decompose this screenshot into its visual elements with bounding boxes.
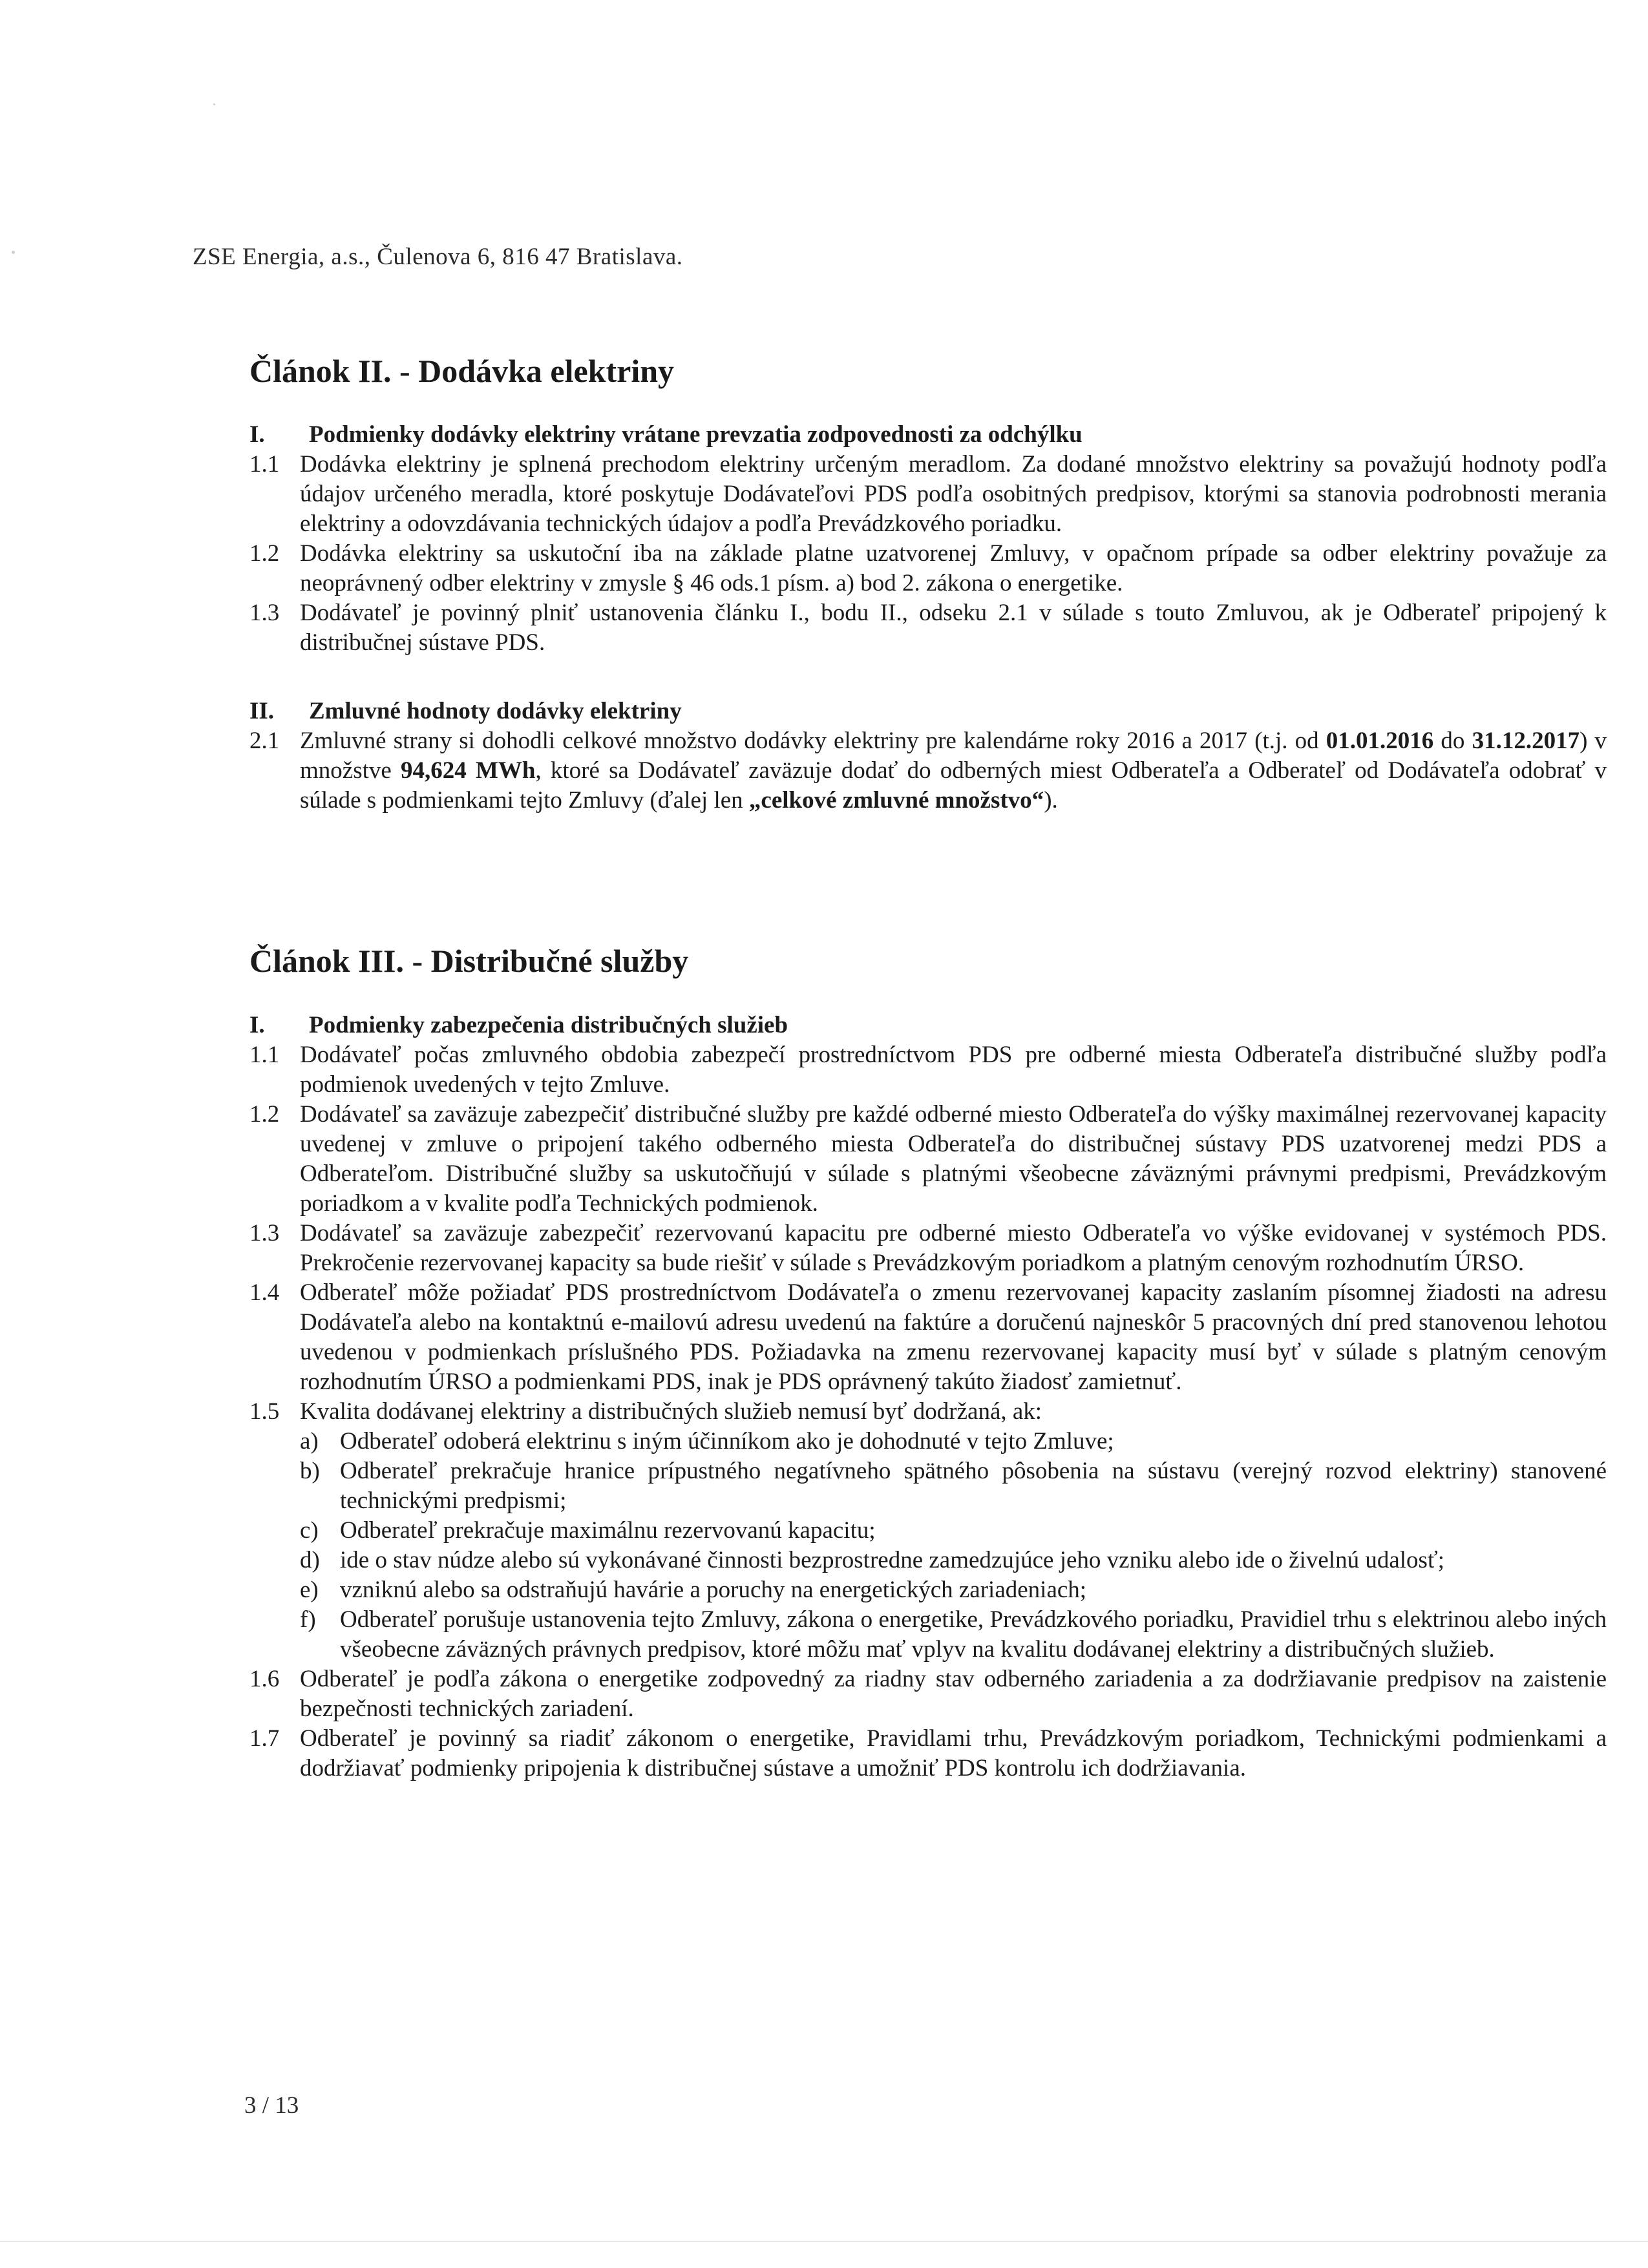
clause [249,598,1607,658]
clause-number: 1.7 [249,1725,280,1752]
clause-number: 1.6 [249,1666,280,1692]
clause-text [300,1397,1607,1664]
clause-number: 1.4 [249,1279,280,1306]
clause-intro: Kvalita dodávanej elektriny a distribučných služieb nemusí byť dodržaná, ak: [300,1398,1042,1425]
article-3-title: Článok III. - Distribučné služby [249,943,689,979]
clause-text: Odberateľ môže požiadať PDS prostredníctvom Dodávateľa o zmenu rezervovanej kapacity zaslaním písomnej žiadosti na adresu Dodávateľa alebo na kontaktnú e-mailovú adresu uvedenú na faktúre a doručenú najneskôr 5 pracovných dní pred stanovenou lehotou uvedenou v podmienkach príslušného PDS. Požiadavka na zmenu rezervovanej kapacity musí byť v súlade s platným cenovým rozhodnutím ÚRSO a podmienkami PDS, inak je PDS oprávnený takúto žiadosť zamietnuť. [300,1279,1607,1395]
list-item [300,1575,1607,1605]
clause [249,1100,1607,1219]
clause-number: 1.3 [249,1220,280,1246]
clause-text: Dodávateľ je povinný plniť ustanovenia článku I., bodu II., odseku 2.1 v súlade s touto Zmluvou, ak je Odberateľ pripojený k distribučnej sústave PDS. [300,600,1607,656]
condition-list [300,1427,1607,1664]
contract-amount: 94,624 MWh [401,757,536,784]
clause-text-part: ) v množstve [300,728,1607,784]
clause-number: 1.2 [249,1101,280,1128]
list-letter: b) [300,1458,320,1484]
list-letter: e) [300,1577,319,1603]
list-item [300,1456,1607,1516]
clause-number: 1.5 [249,1398,280,1425]
list-letter: c) [300,1517,319,1544]
article-2-title: Článok II. - Dodávka elektriny [249,353,675,389]
clause-number: 1.1 [249,1042,280,1068]
list-text: Odberateľ porušuje ustanovenia tejto Zmluvy, zákona o energetike, Prevádzkového poriadku, Pravidiel trhu s elektrinou alebo iných všeobecne záväzných právnych predpisov, ktoré môžu mať vplyv na kvalitu dodávanej elektriny a distribučných služieb. [340,1606,1607,1663]
clause [249,1724,1607,1783]
list-item [300,1546,1607,1575]
clause-text [300,726,1607,815]
list-text: ide o stav núdze alebo sú vykonávané činnosti bezprostredne zamedzujúce jeho vzniku alebo ide o živelnú udalosť; [340,1547,1445,1573]
clause-text: Dodávateľ počas zmluvného obdobia zabezpečí prostredníctvom PDS pre odberné miesta Odberateľa distribučné služby podľa podmienok uvedených v tejto Zmluve. [300,1042,1607,1098]
clause [249,1040,1607,1100]
clause [249,450,1607,539]
clause-text-part: , ktoré sa Dodávateľ zaväzuje dodať do odberných miest Odberateľa a Odberateľ od Dodávateľa odobrať v súlade s podmienkami tejto Zmluvy (ďalej len [300,757,1607,814]
date-to: 31.12.2017 [1472,728,1580,754]
clause-text-part: do [1433,728,1472,754]
clause [249,1278,1607,1397]
clause [249,1397,1607,1664]
clause-number: 1.3 [249,600,280,626]
article-2-section-2 [249,697,1607,815]
clause-text-part: ). [1044,787,1058,814]
list-letter: f) [300,1606,316,1633]
section-heading [249,1011,1607,1040]
list-letter: d) [300,1547,320,1573]
clause-text-part: Zmluvné strany si dohodli celkové množstvo dodávky elektriny pre kalendárne roky 2016 a 2017 (t.j. od [300,728,1326,754]
scan-speck [12,251,15,254]
clause [249,726,1607,815]
list-text: Odberateľ prekračuje maximálnu rezervovanú kapacitu; [340,1517,876,1544]
clause-text: Dodávka elektriny sa uskutoční iba na základe platne uzatvorenej Zmluvy, v opačnom prípade sa odber elektriny považuje za neoprávnený odber elektriny v zmysle § 46 ods.1 písm. a) bod 2. zákona o energetike. [300,540,1607,596]
clause [249,1219,1607,1278]
section-number: I. [249,421,265,448]
clause-text: Odberateľ je povinný sa riadiť zákonom o energetike, Pravidlami trhu, Prevádzkovým poriadkom, Technickými podmienkami a dodržiavať podmienky pripojenia k distribučnej sústave a umožniť PDS kontrolu ich dodržiavania. [300,1725,1607,1781]
clause [249,539,1607,598]
article-2-section-1 [249,420,1607,658]
defined-term: „celkové zmluvné množstvo“ [748,787,1044,814]
list-text: Odberateľ prekračuje hranice prípustného negatívneho spätného pôsobenia na sústavu (verejný rozvod elektriny) stanovené technickými predpismi; [340,1458,1607,1514]
list-item [300,1516,1607,1546]
clause-number: 1.2 [249,540,280,567]
article-3-section-1 [249,1011,1607,1783]
clause-number: 1.1 [249,451,280,478]
section-number: I. [249,1012,265,1038]
company-header: ZSE Energia, a.s., Čulenova 6, 816 47 Bratislava. [193,244,683,270]
clause-text: Dodávateľ sa zaväzuje zabezpečiť rezervovanú kapacitu pre odberné miesto Odberateľa vo výške evidovanej v systémoch PDS. Prekročenie rezervovanej kapacity sa bude riešiť v súlade s Prevádzkovým poriadkom a platným cenovým rozhodnutím ÚRSO. [300,1220,1607,1276]
section-title: Podmienky dodávky elektriny vrátane prevzatia zodpovednosti za odchýlku [309,421,1083,448]
list-item [300,1427,1607,1456]
scan-speck [213,103,215,105]
page-number: 3 / 13 [244,2092,299,2119]
section-number: II. [249,698,275,724]
list-text: vzniknú alebo sa odstraňujú havárie a poruchy na energetických zariadeniach; [340,1577,1087,1603]
list-item [300,1605,1607,1664]
clause-text: Odberateľ je podľa zákona o energetike zodpovedný za riadny stav odberného zariadenia a za dodržiavanie predpisov na zaistenie bezpečnosti technických zariadení. [300,1666,1607,1722]
section-heading [249,420,1607,450]
date-from: 01.01.2016 [1326,728,1434,754]
clause-number: 2.1 [249,728,280,754]
clause-text: Dodávateľ sa zaväzuje zabezpečiť distribučné služby pre každé odberné miesto Odberateľa do výšky maximálnej rezervovanej kapacity uvedenej v zmluve o pripojení takého odberného miesta Odberateľa do distribučnej sústavy PDS uzatvorenej medzi PDS a Odberateľom. Distribučné služby sa uskutočňujú v súlade s platnými všeobecne záväznými právnymi predpismi, Prevádzkovým poriadkom a v kvalite podľa Technických podmienok. [300,1101,1607,1217]
list-text: Odberateľ odoberá elektrinu s iným účinníkom ako je dohodnuté v tejto Zmluve; [340,1428,1114,1454]
section-title: Zmluvné hodnoty dodávky elektriny [309,698,682,724]
section-title: Podmienky zabezpečenia distribučných služieb [309,1012,788,1038]
scan-edge-line [0,2241,1648,2242]
section-heading [249,697,1607,726]
clause-text: Dodávka elektriny je splnená prechodom elektriny určeným meradlom. Za dodané množstvo elektriny sa považujú hodnoty podľa údajov určeného meradla, ktoré poskytuje Dodávateľovi PDS podľa osobitných predpisov, ktorými sa stanovia podrobnosti merania elektriny a odovzdávania technických údajov a podľa Prevádzkového poriadku. [300,451,1607,537]
clause [249,1664,1607,1724]
list-letter: a) [300,1428,319,1454]
